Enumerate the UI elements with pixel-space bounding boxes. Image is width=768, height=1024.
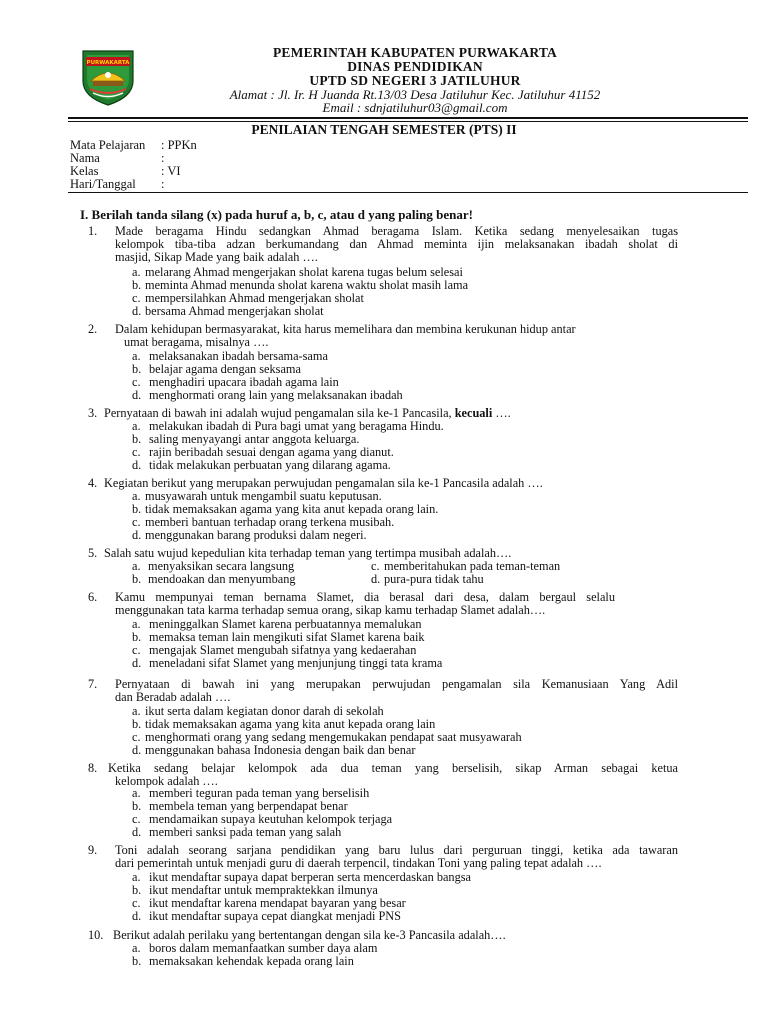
question-text: menggunakan tata karma terhadap semua orang, sikap kamu terhadap Slamet adalah…. xyxy=(115,603,546,617)
question-text: Berikut adalah perilaku yang bertentangan dengan sila ke-3 Pancasila adalah…. xyxy=(113,928,506,942)
question-text: dan Beradab adalah …. xyxy=(115,690,231,704)
field-label-subject: Mata Pelajaran xyxy=(70,138,146,152)
question-text: Pernyataan di bawah ini yang merupakan perwujudan pengamalan sila Kemanusiaan Yang Adil xyxy=(115,677,678,691)
letterhead-address: Alamat : Jl. Ir. H Juanda Rt.13/03 Desa Jatiluhur Kec. Jatiluhur 41152 xyxy=(229,87,601,102)
option-letter[interactable]: b. xyxy=(132,432,142,446)
option-letter[interactable]: b. xyxy=(132,572,142,586)
option-letter[interactable]: c. xyxy=(132,291,141,305)
question-text: masjid, Sikap Made yang baik adalah …. xyxy=(115,250,318,264)
option-text: mendamaikan supaya keutuhan kelompok terjaga xyxy=(149,812,393,826)
option-letter[interactable]: c. xyxy=(132,730,141,744)
question-number: 8. xyxy=(88,761,98,775)
option-text: tidak melakukan perbuatan yang dilarang agama. xyxy=(149,458,391,472)
field-value-subject: : PPKn xyxy=(161,138,197,152)
question-keyword: kecuali xyxy=(454,406,493,420)
option-letter[interactable]: b. xyxy=(132,362,142,376)
question-number: 10. xyxy=(88,928,104,942)
option-text: menggunakan barang produksi dalam negeri. xyxy=(145,528,367,542)
option-text: memberi teguran pada teman yang berselisih xyxy=(149,786,370,800)
question-number: 9. xyxy=(88,843,98,857)
option-letter[interactable]: a. xyxy=(132,617,141,631)
letterhead-school: UPTD SD NEGERI 3 JATILUHUR xyxy=(309,73,521,88)
option-letter[interactable]: d. xyxy=(371,572,381,586)
letterhead-department: DINAS PENDIDIKAN xyxy=(347,59,483,74)
option-text: melakukan ibadah di Pura bagi umat yang beragama Hindu. xyxy=(149,419,444,433)
option-letter[interactable]: b. xyxy=(132,502,142,516)
option-letter[interactable]: d. xyxy=(132,304,142,318)
option-text: mengajak Slamet mengubah sifatnya yang kedaerahan xyxy=(149,643,417,657)
option-letter[interactable]: b. xyxy=(132,799,142,813)
option-letter[interactable]: d. xyxy=(132,388,142,402)
option-letter[interactable]: a. xyxy=(132,265,141,279)
question-text: kelompok adalah …. xyxy=(115,774,218,788)
question-text: Salah satu wujud kepedulian kita terhadap teman yang tertimpa musibah adalah…. xyxy=(104,546,512,560)
option-letter[interactable]: c. xyxy=(132,375,141,389)
option-letter[interactable]: d. xyxy=(132,909,142,923)
question-text: Ketika sedang belajar kelompok ada dua teman yang berselisih, sikap Arman sebagai ketua xyxy=(108,761,678,775)
option-letter[interactable]: c. xyxy=(132,643,141,657)
option-text: saling menyayangi antar anggota keluarga. xyxy=(149,432,360,446)
question-text: Kamu mempunyai teman bernama Slamet, dia berasal dari desa, dalam bergaul selalu xyxy=(115,590,615,604)
option-letter[interactable]: d. xyxy=(132,458,142,472)
question-text-line xyxy=(115,856,602,871)
field-label-name: Nama xyxy=(70,151,100,165)
option-letter[interactable]: d. xyxy=(132,743,142,757)
option-letter[interactable]: a. xyxy=(132,349,141,363)
question-text: Dalam kehidupan bermasyarakat, kita harus memelihara dan membina kerukunan hidup antar xyxy=(115,322,576,336)
option-text: mempersilahkan Ahmad mengerjakan sholat xyxy=(145,291,364,305)
option-text: melarang Ahmad mengerjakan sholat karena tugas belum selesai xyxy=(145,265,463,279)
question-text: umat beragama, misalnya …. xyxy=(124,335,269,349)
logo-banner-text: PURWAKARTA xyxy=(86,60,130,67)
option-letter[interactable]: a. xyxy=(132,559,141,573)
option-letter[interactable]: a. xyxy=(132,419,141,433)
option-letter[interactable]: b. xyxy=(132,278,142,292)
option-text: menghormati orang yang sedang mengemukakan pendapat saat musyawarah xyxy=(145,730,522,744)
question-number: 6. xyxy=(88,590,98,604)
question-text: Pernyataan di bawah ini adalah wujud pengamalan sila ke-1 Pancasila, xyxy=(104,406,455,420)
option-text: menghadiri upacara ibadah agama lain xyxy=(149,375,339,389)
option-text: memberitahukan pada teman-teman xyxy=(384,559,561,573)
question-text: Toni adalah seorang sarjana pendidikan yang baru lulus dari perguruan tinggi, ketika ada tawaran xyxy=(115,843,678,857)
option-text: ikut mendaftar karena mendapat bayaran yang besar xyxy=(149,896,406,910)
exam-title: PENILAIAN TENGAH SEMESTER (PTS) II xyxy=(251,122,517,137)
field-value-class: : VI xyxy=(161,164,181,178)
option-letter[interactable]: a. xyxy=(132,870,141,884)
option-text: ikut serta dalam kegiatan donor darah di sekolah xyxy=(145,704,384,718)
option-text: ikut mendaftar untuk mempraktekkan ilmunya xyxy=(149,883,378,897)
option-text: melaksanakan ibadah bersama-sama xyxy=(149,349,328,363)
option-text: rajin beribadah sesuai dengan agama yang dianut. xyxy=(149,445,394,459)
option-text: boros dalam memanfaatkan sumber daya alam xyxy=(149,941,378,955)
question-number: 7. xyxy=(88,677,98,691)
question-text-line xyxy=(124,335,268,350)
option-text: pura-pura tidak tahu xyxy=(384,572,484,586)
option-letter[interactable]: c. xyxy=(132,896,141,910)
option-text: ikut mendaftar supaya cepat diangkat menjadi PNS xyxy=(149,909,402,923)
option-letter[interactable]: a. xyxy=(132,489,141,503)
question-text: kelompok tiba-tiba adzan berkumandang dan Ahmad meminta ijin melaksanakan ibadah sholat di xyxy=(115,237,678,251)
field-value-name: : xyxy=(161,151,165,165)
question-text: Made beragama Hindu sedangkan Ahmad beragama Islam. Ketika sedang menyelesaikan tugas xyxy=(115,224,678,238)
question-number: 2. xyxy=(88,322,98,336)
option-letter[interactable]: b. xyxy=(132,954,142,968)
option-text: mendoakan dan menyumbang xyxy=(148,572,296,586)
question-text: Kegiatan berikut yang merupakan perwujudan pengamalan sila ke-1 Pancasila adalah …. xyxy=(104,476,543,490)
option-text: meneladani sifat Slamet yang menjunjung tinggi tata krama xyxy=(149,656,443,670)
option-text: memaksakan kehendak kepada orang lain xyxy=(149,954,354,968)
field-value-date: : xyxy=(161,177,165,191)
option-text: memberi sanksi pada teman yang salah xyxy=(149,825,342,839)
question-text-line xyxy=(115,603,545,618)
option-text: tidak memaksakan agama yang kita anut kepada orang lain. xyxy=(145,502,439,516)
question-text-line xyxy=(115,250,318,265)
option-letter[interactable]: a. xyxy=(132,941,141,955)
option-text: tidak memaksakan agama yang kita anut kepada orang lain xyxy=(145,717,436,731)
option-letter[interactable]: c. xyxy=(371,559,380,573)
option-letter[interactable]: d. xyxy=(132,656,142,670)
option-text: memaksa teman lain mengikuti sifat Slamet karena baik xyxy=(149,630,425,644)
option-text: ikut mendaftar supaya dapat berperan serta mencerdaskan bangsa xyxy=(149,870,471,884)
question-suffix: …. xyxy=(492,406,511,420)
option-text: menggunakan bahasa Indonesia dengan baik dan benar xyxy=(145,743,416,757)
option-letter[interactable]: c. xyxy=(132,812,141,826)
option-text: memberi bantuan terhadap orang terkena musibah. xyxy=(145,515,395,529)
section-instruction: I. Berilah tanda silang (x) pada huruf a, b, c, atau d yang paling benar! xyxy=(80,207,473,222)
option-letter[interactable]: d. xyxy=(132,825,142,839)
option-letter[interactable]: c. xyxy=(132,515,141,529)
option-letter[interactable]: a. xyxy=(132,704,141,718)
field-label-date: Hari/Tanggal xyxy=(70,177,136,191)
letterhead-email: Email : sdnjatiluhur03@gmail.com xyxy=(322,100,508,115)
question-text-line xyxy=(115,690,230,705)
field-label-class: Kelas xyxy=(70,164,99,178)
option-text: bersama Ahmad mengerjakan sholat xyxy=(145,304,324,318)
option-letter[interactable]: b. xyxy=(132,883,142,897)
option-letter[interactable]: b. xyxy=(132,630,142,644)
question-number: 1. xyxy=(88,224,98,238)
option-letter[interactable]: c. xyxy=(132,445,141,459)
question-number: 4. xyxy=(88,476,98,490)
option-text: meninggalkan Slamet karena perbuatannya memalukan xyxy=(149,617,422,631)
option-letter[interactable]: a. xyxy=(132,786,141,800)
question-text: dari pemerintah untuk menjadi guru di daerah terpencil, tindakan Toni yang paling tepat adalah …. xyxy=(115,856,602,870)
question-number: 3. xyxy=(88,406,98,420)
option-text: musyawarah untuk mengambil suatu keputusan. xyxy=(145,489,382,503)
letterhead-government: PEMERINTAH KABUPATEN PURWAKARTA xyxy=(272,45,557,60)
option-text: membela teman yang berpendapat benar xyxy=(149,799,348,813)
option-letter[interactable]: d. xyxy=(132,528,142,542)
option-text: meminta Ahmad menunda sholat karena waktu sholat masih lama xyxy=(145,278,469,292)
question-number: 5. xyxy=(88,546,98,560)
option-text: menyaksikan secara langsung xyxy=(148,559,295,573)
option-text: belajar agama dengan seksama xyxy=(149,362,301,376)
option-letter[interactable]: b. xyxy=(132,717,142,731)
option-text: menghormati orang lain yang melaksanakan ibadah xyxy=(149,388,403,402)
